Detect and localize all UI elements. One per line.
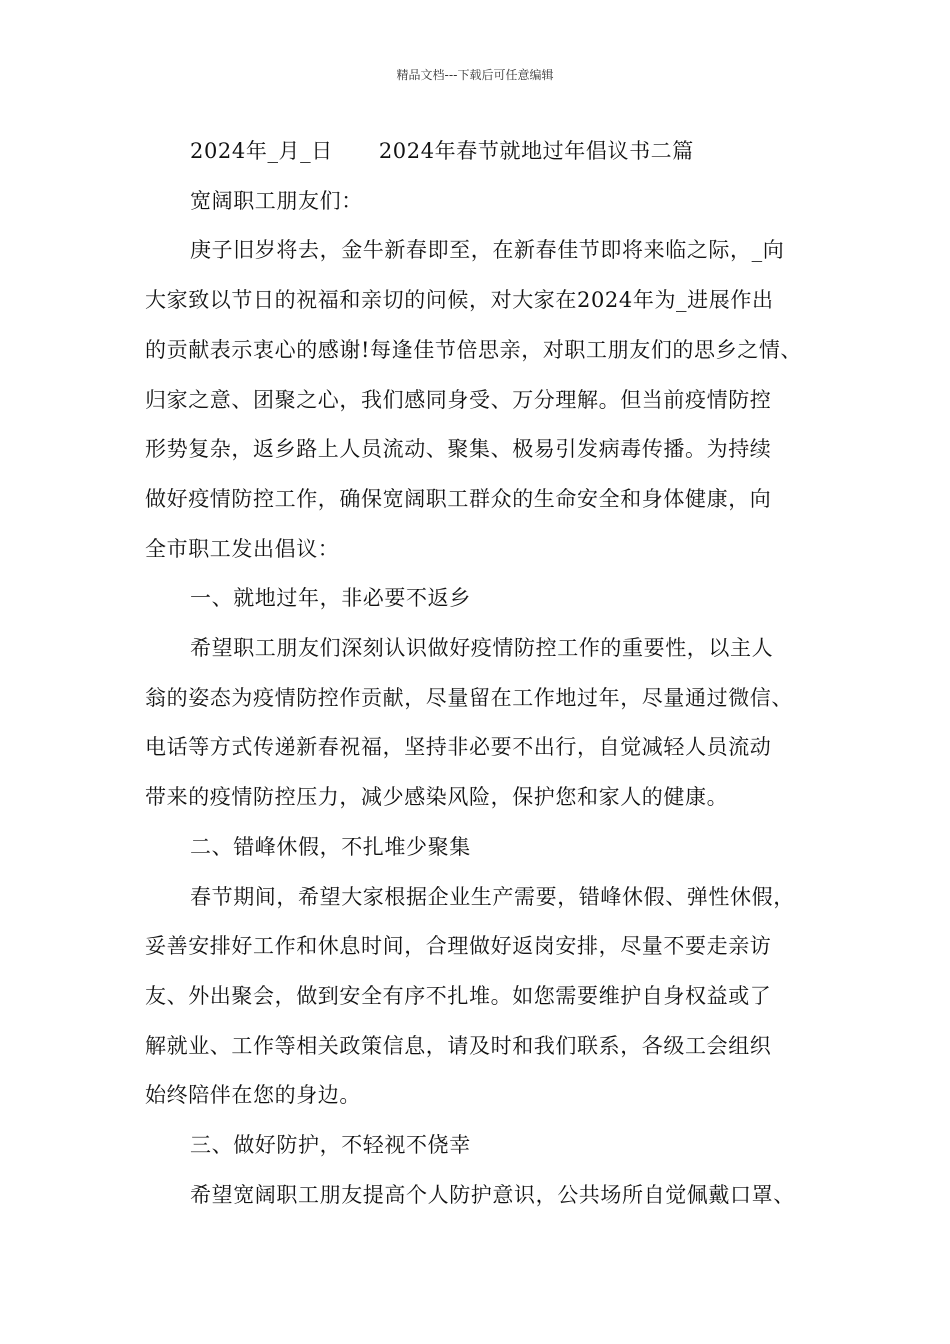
document-body xyxy=(145,127,835,1220)
paragraph-3-line: 友、外出聚会，做到安全有序不扎堆。如您需要维护自身权益或了 xyxy=(145,983,772,1008)
paragraph-1-line: 做好疫情防控工作，确保宽阔职工群众的生命安全和身体健康，向 xyxy=(145,486,772,511)
paragraph-1-line: 庚子旧岁将去，金牛新春即至，在新春佳节即将来临之际，_向 xyxy=(190,238,785,263)
paragraph-3 xyxy=(145,873,835,1122)
paragraph-3-line: 解就业、工作等相关政策信息，请及时和我们联系，各级工会组织 xyxy=(145,1033,772,1058)
section-heading-1: 一、就地过年，非必要不返乡 xyxy=(190,586,471,611)
paragraph-2-line: 电话等方式传递新春祝福，坚持非必要不出行，自觉减轻人员流动 xyxy=(145,735,772,760)
paragraph-3-line: 春节期间，希望大家根据企业生产需要，错峰休假、弹性休假， xyxy=(190,884,795,909)
paragraph-1-line: 的贡献表示衷心的感谢!每逢佳节倍思亲，对职工朋友们的思乡之情、 xyxy=(145,337,803,362)
paragraph-1 xyxy=(145,226,835,574)
page-header: 精品文档---下载后可任意编辑 xyxy=(396,68,554,82)
paragraph-4-line: 希望宽阔职工朋友提高个人防护意识，公共场所自觉佩戴口罩、 xyxy=(190,1182,795,1207)
paragraph-2-line: 翁的姿态为疫情防控作贡献，尽量留在工作地过年，尽量通过微信、 xyxy=(145,685,793,710)
paragraph-1-line: 大家致以节日的祝福和亲切的问候，对大家在2024年为_进展作出 xyxy=(145,288,774,313)
section-heading-2: 二、错峰休假，不扎堆少聚集 xyxy=(190,834,471,859)
section-heading-3: 三、做好防护，不轻视不侥幸 xyxy=(190,1133,471,1158)
paragraph-3-line: 妥善安排好工作和休息时间，合理做好返岗安排，尽量不要走亲访 xyxy=(145,934,772,959)
date-title-line xyxy=(145,127,835,177)
document-title: 2024年春节就地过年倡议书二篇 xyxy=(378,139,694,163)
paragraph-2-line: 带来的疫情防控压力，减少感染风险，保护您和家人的健康。 xyxy=(145,785,729,810)
paragraph-3-line: 始终陪伴在您的身边。 xyxy=(145,1083,361,1108)
paragraph-4 xyxy=(145,1171,835,1221)
paragraph-1-line: 形势复杂，返乡路上人员流动、聚集、极易引发病毒传播。为持续 xyxy=(145,437,772,462)
paragraph-2 xyxy=(145,624,835,823)
paragraph-1-line: 全市职工发出倡议： xyxy=(145,536,340,561)
date-line: 2024年_月_日 xyxy=(190,139,333,163)
paragraph-2-line: 希望职工朋友们深刻认识做好疫情防控工作的重要性，以主人 xyxy=(190,636,774,661)
salutation: 宽阔职工朋友们： xyxy=(190,188,363,213)
paragraph-1-line: 归家之意、团聚之心，我们感同身受、万分理解。但当前疫情防控 xyxy=(145,387,772,412)
